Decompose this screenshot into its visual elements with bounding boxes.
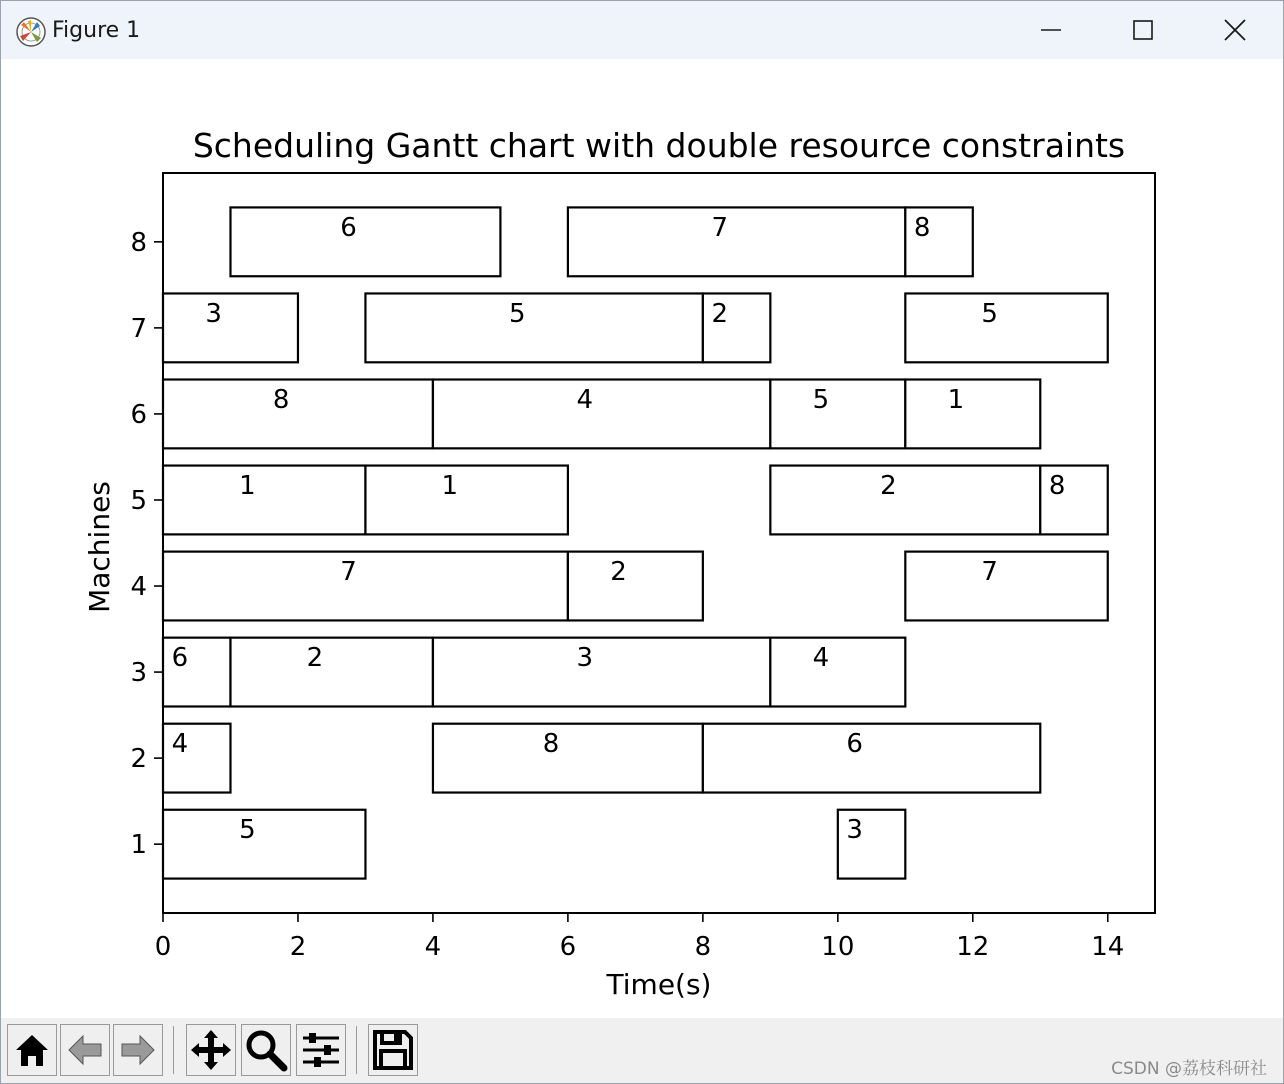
task-bar	[905, 552, 1107, 621]
minimize-icon	[1041, 20, 1061, 40]
title-bar[interactable]	[1, 1, 1283, 59]
task-label: 4	[576, 384, 594, 415]
task-bar	[703, 724, 1040, 793]
zoom-button[interactable]	[241, 1024, 291, 1076]
figure-canvas[interactable]	[3, 59, 1283, 1017]
y-tick-label: 4	[130, 572, 147, 603]
subplots-sliders-icon	[299, 1028, 343, 1072]
task-label: 5	[239, 815, 256, 846]
x-axis-label: Time(s)	[606, 968, 712, 1001]
pan-move-icon	[189, 1028, 233, 1072]
task-label: 4	[812, 643, 830, 674]
zoom-magnifier-icon	[244, 1028, 288, 1072]
y-tick-label: 6	[130, 399, 147, 430]
task-bar	[163, 552, 568, 621]
y-tick-label: 5	[130, 485, 147, 516]
task-label: 2	[610, 557, 627, 588]
task-label: 4	[171, 729, 189, 760]
task-label: 8	[1048, 470, 1066, 501]
task-label: 3	[576, 643, 594, 674]
navigation-toolbar	[1, 1018, 1283, 1083]
task-bar	[433, 638, 770, 707]
home-icon	[12, 1030, 52, 1070]
csdn-watermark: CSDN @荔枝科研社	[1111, 1059, 1267, 1079]
x-tick-label: 8	[694, 932, 712, 962]
task-label: 2	[711, 298, 729, 329]
task-bar	[365, 466, 567, 535]
task-label: 3	[205, 298, 222, 329]
task-label: 6	[340, 212, 357, 243]
task-label: 5	[812, 384, 830, 415]
x-tick-label: 2	[289, 932, 307, 962]
task-label: 2	[880, 470, 897, 501]
task-bar	[433, 724, 703, 793]
back-arrow-icon	[65, 1030, 105, 1070]
axes-frame	[163, 173, 1155, 913]
y-tick-label: 1	[130, 830, 147, 861]
task-label: 1	[239, 470, 256, 501]
x-tick-label: 6	[559, 932, 577, 962]
task-bar	[770, 380, 905, 449]
y-tick-label: 3	[130, 658, 147, 689]
save-button[interactable]	[368, 1024, 418, 1076]
task-bar	[568, 207, 905, 276]
chart-title: Scheduling Gantt chart with double resource constraints	[192, 126, 1126, 165]
close-icon	[1224, 19, 1246, 41]
subplots-button[interactable]	[296, 1024, 346, 1076]
task-bar	[905, 293, 1107, 362]
y-tick-label: 8	[130, 227, 147, 258]
home-button[interactable]	[7, 1024, 57, 1076]
task-label: 8	[272, 384, 290, 415]
task-bar	[163, 293, 298, 362]
task-label: 2	[306, 643, 324, 674]
task-label: 7	[711, 212, 729, 243]
task-bar	[163, 380, 433, 449]
task-bar	[163, 810, 365, 879]
window-title: Figure 1	[52, 18, 141, 43]
gantt-chart	[3, 59, 1283, 1017]
task-bar	[568, 552, 703, 621]
forward-arrow-icon	[118, 1030, 158, 1070]
task-bar	[163, 466, 365, 535]
x-tick-label: 12	[956, 932, 990, 962]
task-bar	[365, 293, 702, 362]
matplotlib-logo-icon	[15, 16, 47, 48]
x-tick-label: 14	[1091, 932, 1125, 962]
task-bar	[770, 638, 905, 707]
maximize-icon	[1133, 20, 1153, 40]
task-label: 5	[981, 298, 998, 329]
task-bar	[905, 380, 1040, 449]
x-tick-label: 4	[424, 932, 442, 962]
task-bar	[770, 466, 1040, 535]
task-bar	[433, 380, 770, 449]
task-label: 7	[340, 557, 357, 588]
task-label: 7	[981, 557, 998, 588]
task-label: 1	[947, 384, 965, 415]
task-label: 8	[913, 212, 931, 243]
task-label: 3	[846, 815, 863, 846]
toolbar-separator	[173, 1026, 174, 1074]
task-label: 1	[441, 470, 459, 501]
task-label: 6	[171, 643, 189, 674]
toolbar-separator	[356, 1026, 357, 1074]
y-tick-label: 7	[130, 313, 147, 344]
y-tick-label: 2	[130, 744, 147, 775]
task-label: 8	[542, 729, 560, 760]
back-button[interactable]	[60, 1024, 110, 1076]
x-tick-label: 10	[821, 932, 855, 962]
minimize-button[interactable]	[1005, 1, 1097, 59]
x-tick-label: 0	[154, 932, 172, 962]
pan-button[interactable]	[186, 1024, 236, 1076]
forward-button[interactable]	[113, 1024, 163, 1076]
save-floppy-icon	[372, 1029, 414, 1071]
task-bar	[230, 207, 500, 276]
task-bar	[230, 638, 432, 707]
task-label: 5	[509, 298, 526, 329]
maximize-button[interactable]	[1097, 1, 1189, 59]
close-button[interactable]	[1189, 1, 1281, 59]
task-label: 6	[846, 729, 863, 760]
y-axis-label: Machines	[83, 481, 116, 613]
